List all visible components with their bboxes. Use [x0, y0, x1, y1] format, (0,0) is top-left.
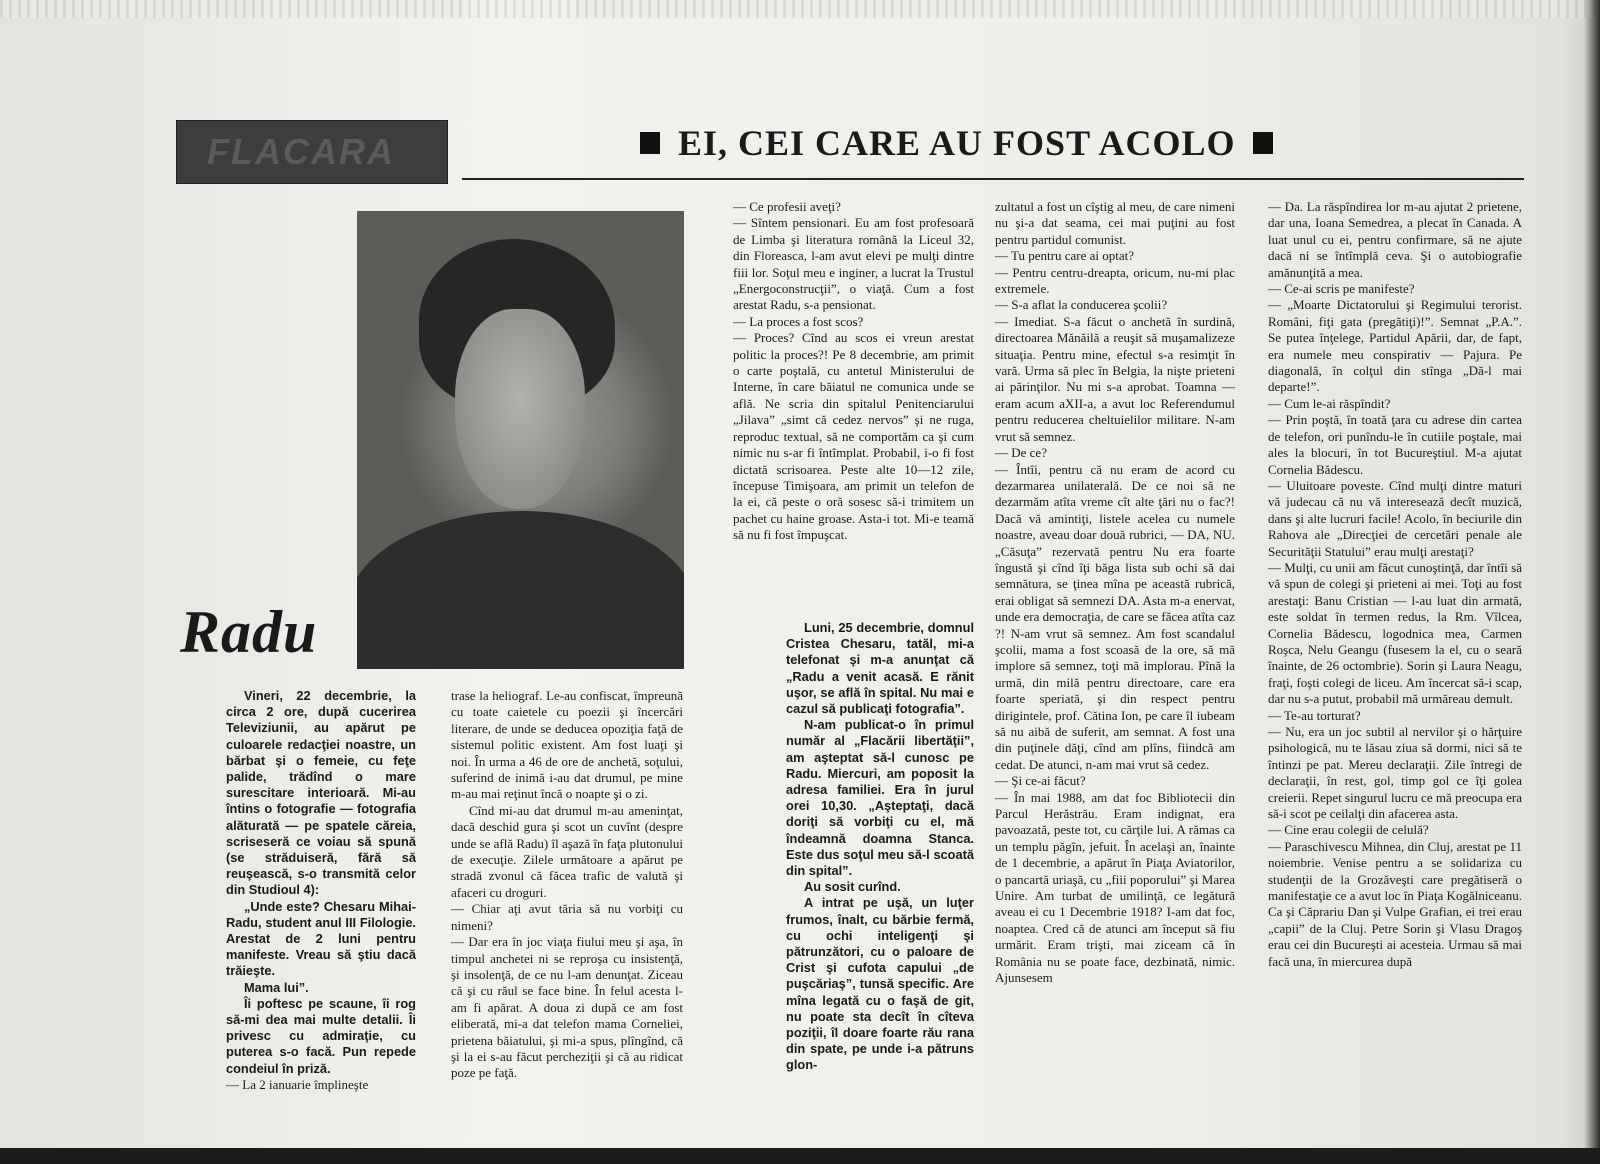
paragraph: — De ce? — [995, 445, 1047, 461]
paragraph: — Sîntem pensionari. Eu am fost profesoară de Limba şi literatura română la Liceul 32, din Floreasca, l-am avut elevi pe mulţi dintre fiii lor. Soţul meu e inginer, a lucrat la Trustul „Energoconstrucţii”, o viaţă. Cum a fost arestat Radu, s-a pensionat. — [733, 215, 974, 313]
scan-edge-right — [1560, 0, 1600, 1164]
column-a — [226, 688, 416, 1093]
paragraph: — Tu pentru care ai optat? — [995, 248, 1134, 264]
paragraph: — Prin poştă, în toată ţara cu adrese din cartea de telefon, ori punîndu-le în cutiile poştale, mai ales la blocuri, în tot Bucureştiul. M-a ajutat Cornelia Bădescu. — [1268, 412, 1522, 477]
column-b — [451, 688, 683, 1082]
bullet-square-icon — [640, 132, 660, 154]
column-e — [1268, 199, 1522, 970]
paragraph: — Mulţi, cu unii am făcut cunoştinţă, dar întîi să vă spun de colegi şi prieteni ai mei. Toţi au fost arestaţi: Banu Cristian — l-au luat din armată, este soldat în termen redus, la Rm. Vîlcea, Cornelia Bădescu, logodnica mea, Carmen Roşca, Nelu Geangu (fusesem la el, cu o seară înainte, de 26 octombrie). Sorin şi Laura Neagu, fraţi, foşti colegi de liceu. Am încercat să-i scap, dar nu s-a putut, probabil mă urmăreau demult. — [1268, 559, 1522, 707]
photo-shoulders — [357, 511, 684, 669]
headline — [622, 118, 1291, 168]
column-c — [733, 199, 974, 544]
paragraph: Mama lui”. — [244, 979, 309, 995]
paragraph: — Cine erau colegii de celulă? — [1268, 822, 1429, 838]
paragraph: — Cum le-ai răspîndit? — [1268, 395, 1391, 411]
paragraph: — Te-au torturat? — [1268, 707, 1361, 723]
paragraph: — Ce-ai scris pe manifeste? — [1268, 281, 1415, 297]
paragraph: Vineri, 22 decembrie, la circa 2 ore, după cucerirea Televiziunii, au apărut pe culoarele redacţiei noastre, un bărbat şi o femeie, cu feţe palide, trădînd o mare surescitare interioară. Mi-au întins o fotografie — fotografia alăturată — pe spatele căreia, scriseseră ce voiau să spună (se străduiseră, fără să reuşească, s-o transmită celor din Studioul 4): — [226, 688, 416, 898]
column-d — [995, 199, 1235, 987]
paragraph: — Dar era în joc viaţa fiului meu şi aşa, în timpul anchetei ni se reproşa cu insistenţă, şi insolenţă, de ce nu l-am denunţat. Ziceau că şi cu răul se face bine. În felul acesta l-am fi apărat. A doua zi după ce am fost eliberată, mi-a dat telefon mama Corneliei, prietena băiatului, şi mi-a spus, plîngînd, că şi la ei s-au făcut percheziţii şi că au ridicat poze pe faţă. — [451, 934, 683, 1081]
paragraph: Cînd mi-au dat drumul m-au ameninţat, dacă deschid gura şi scot un cuvînt (despre unde se află Radu) îl aşază în faţa plutonului de execuţie. Zilele următoare a apărut pe stradă zvonul că făcea trafic de valută şi afaceri cu droguri. — [451, 802, 683, 900]
masthead-logo — [176, 120, 448, 184]
paragraph: — În mai 1988, am dat foc Bibliotecii din Parcul Herăstrău. Eram indignat, era pavoazată, peste tot, cu cărţile lui. A rămas ca un templu păgîn, jefuit. În acelaşi an, înainte de 1 decembrie, a apărut în Piaţa Aviatorilor, o pancartă uriaşă, cu „fiii poporului” şi Marea Unire. Am turbat de umilinţă, ce legătură aveau ei cu 1 Decembrie 1918? I-am dat foc, noaptea. Cred că de atunci am început să fiu urmărit. Eram trişti, mai ziceam că în România nu se poate face, dezbinată, nimic. Ajunsesem — [995, 789, 1235, 986]
portrait-photo — [357, 211, 684, 669]
paragraph: — S-a aflat la conducerea şcolii? — [995, 297, 1168, 313]
paragraph: — La proces a fost scos? — [733, 313, 864, 329]
column-c-bold — [786, 620, 974, 1074]
scan-edge-top — [0, 0, 1600, 18]
masthead-text: FLACARA — [207, 131, 395, 172]
paragraph: — Da. La răspîndirea lor m-au ajutat 2 prietene, dar una, Ioana Semedrea, a plecat în Canada. A luat unul cu ei, pentru confirmare, să ne ajute dacă ni se întîmplă ceva. Şi o autobiografie amănunţită a mea. — [1268, 199, 1522, 280]
paragraph: Au sosit curînd. — [804, 879, 901, 895]
paragraph: trase la heliograf. Le-au confiscat, împreună cu toate caietele cu poezii şi încercări literare, de unde se deducea opoziţia faţă de sistemul politic existent. Am fost luaţi şi noi. În urma a 46 de ore de anchetă, soţului, suferind de inimă i-au dat drumul, pe mine m-au mai reţinut încă o noapte şi o zi. — [451, 688, 683, 802]
paragraph: Luni, 25 decembrie, domnul Cristea Chesaru, tatăl, mi-a telefonat şi m-a anunţat că „Radu a venit acasă. E rănit uşor, se află în spital. Nu mai e cazul să publicaţi fotografia”. — [786, 620, 974, 717]
paragraph: — Proces? Cînd au scos ei vreun arestat politic la proces?! Pe 8 decembrie, am primit o carte poştală, cu antetul Ministerului de Interne, în care băiatul ne comunica unde se află. Ne scria din spitalul Penitenciarului „Jilava” „simt că cedez nervos” şi ne ruga, reproduc textual, să ne comportăm ca şi cum nimic nu s-ar fi întîmplat. Probabil, i-o fi fost dictată scrisoarea. Peste alte 10—12 zile, începuse Timişoara, am primit un telefon de la ei, că peste o oră sosesc să-i trimitem un pachet cu haine groase. Asta-i tot. Mi-e teamă să nu fi fost împuşcat. — [733, 330, 974, 543]
paragraph: — La 2 ianuarie împlineşte — [226, 1076, 369, 1092]
paragraph: — Nu, era un joc subtil al nervilor şi o hărţuire psihologică, nu te lăsau ziua să dormi, nici să te întinzi pe pat. Mereu declaraţii. Zile întregi de declaraţii, în rest, gol, timp gol ce îţi golea creierii. Repet singurul lucru ce mă preocupa era să-i scot pe ceilalţi din afacerea asta. — [1268, 724, 1522, 822]
paragraph: Îi poftesc pe scaune, îi rog să-mi dea mai multe detalii. Îi privesc cu admiraţie, cu puterea s-o facă. Pun repede condeiul în priză. — [226, 995, 416, 1076]
paragraph: — Imediat. S-a făcut o anchetă în surdină, directoarea Mănăilă a reuşit să muşamalizeze situaţia. Pentru mine, efectul s-a resimţit în vară. Urma să plec în Belgia, la nişte prieteni ai părinţilor. Nu mi s-a aprobat. Toamna — eram acum aXII-a, a avut loc Referendumul pentru reducerea cheltuielilor militare. N-am vrut să semnez. — [995, 313, 1235, 444]
scan-edge-bottom — [0, 1148, 1600, 1164]
headline-rule — [462, 178, 1524, 180]
paragraph: — Uluitoare poveste. Cînd mulţi dintre maturi vă judecau că nu vă interesează decît muzică, dans şi alte lucruri facile! Acolo, în beciurile din Rahova ale „Direcţiei de cercetări penale ale Securităţii Statului” erau mulţi arestaţi? — [1268, 477, 1522, 559]
paragraph: A intrat pe uşă, un luţer frumos, înalt, cu bărbie fermă, cu ochi inteligenţi şi pătrunzători, cu o paloare de Crist şi cufota capului „de puşcăriaş”, tunsă specific. Are mîna legată cu o faşă de git, nu poate sta decît în cîteva poziţii, îl doare foarte rău rana din spate, pe unde i-a pătruns glon- — [786, 895, 974, 1073]
paragraph: — Chiar aţi avut tăria să nu vorbiţi cu nimeni? — [451, 901, 683, 933]
paragraph: „Unde este? Chesaru Mihai-Radu, student anul III Filologie. Arestat de 2 luni pentru manifeste. Vreau să ştiu dacă trăieşte. — [226, 898, 416, 979]
paragraph: — „Moarte Dictatorului şi Regimului terorist. Români, fiţi gata (pregătiţi)!”. Semnat „P.A.”. Se putea înţelege, Partidul Apării, dar, de fapt, era numele meu conspirativ — Pajura. Pe diagonală, în colţul din stînga „Dă-l mai departe!”. — [1268, 297, 1522, 395]
paragraph: — Întîi, pentru că nu eram de acord cu dezarmarea unilaterală. De ce noi să ne dezarmăm atîta vreme cît alte ţări nu o fac?! Dacă vă amintiţi, listele acelea cu numele noastre, aveau doar două rubrici, — DA, NU. „Căsuţa” rezervată pentru Nu era foarte îngustă şi cînd îţi băga lista sub ochi să dai semnătura, se ţinea mîna pe această rubrică, erai obligat să semnezi DA. Asta m-a enervat, unde era democraţia, de care se făcea atîta caz ?! N-am vrut să semnez. Am fost scandalul şcolii, mama a fost scoasă de la ore, să mă implore să semnez, toţi mă implorau. Pînă la urmă, din milă pentru directoare, care era foarte speriată, şi din respect pentru dirigintele, prof. Cătina Ion, pe care îl iubeam să nu aibă de suferit, am semnat. A fost una din puţinele dăţi, cînd am plîns, fiindcă am cedat. De atunci, n-am mai vrut să cedez. — [995, 461, 1235, 772]
paragraph: — Paraschivescu Mihnea, din Cluj, arestat pe 11 noiembrie. Venise pentru a se solidariza cu studenţii de la Grozăveşti care pregătiseră o manifestaţie ce a avut loc în Piaţa Kogălniceanu. Ca şi Căprariu Dan şi Vulpe Grafian, ei trei erau „capii” de la Cluj. Petre Sorin şi Vlasu Dragoş erau cei din Bucureşti ai acesteia. Urmau să mai facă una, în miercurea după — [1268, 838, 1522, 969]
paragraph: — Pentru centru-dreapta, oricum, nu-mi plac extremele. — [995, 264, 1235, 297]
photo-face — [455, 309, 585, 509]
paragraph: zultatul a fost un cîştig al meu, de care nimeni nu şi-a dat seama, cei mai puţini au fost pentru partidul comunist. — [995, 199, 1235, 247]
paragraph: — Ce profesii aveţi? — [733, 199, 841, 214]
paragraph: — Şi ce-ai făcut? — [995, 773, 1086, 789]
article-subject-name: Radu — [180, 599, 318, 665]
headline-text: EI, CEI CARE AU FOST ACOLO — [678, 123, 1236, 163]
bullet-square-icon — [1253, 132, 1273, 154]
paragraph: N-am publicat-o în primul număr al „Flacării libertăţii”, am aşteptat să-l cunosc pe Radu. Miercuri, am poposit la adresa familiei. Era în jurul orei 10,30. „Aşteptaţi, dacă doriţi să vorbiţi cu el, mă îndeamnă doamna Stanca. Este dus soţul meu să-l scoată din spital”. — [786, 717, 974, 879]
